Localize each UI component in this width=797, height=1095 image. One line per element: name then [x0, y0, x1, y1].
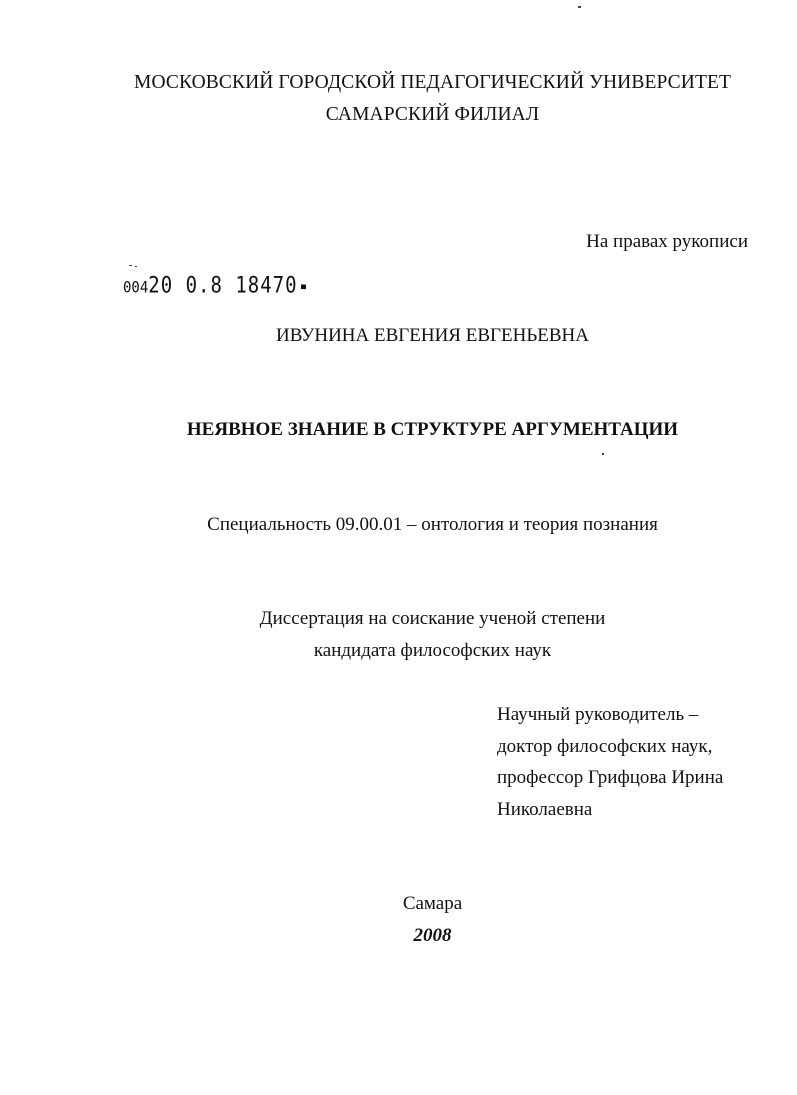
stamp-number: 20 0.8 18470	[148, 273, 298, 299]
stamp-prefix: 004	[123, 278, 149, 298]
scan-speck	[135, 266, 137, 267]
author-name: ИВУНИНА ЕВГЕНИЯ ЕВГЕНЬЕВНА	[276, 325, 589, 346]
manuscript-note: На правах рукописи	[586, 231, 748, 252]
supervisor-line-1: Научный руководитель –	[497, 704, 699, 725]
stamp-dash-mark	[301, 284, 306, 289]
scan-speck	[602, 453, 604, 455]
supervisor-line-2: доктор философских наук,	[497, 736, 713, 757]
supervisor-line-4: Николаевна	[497, 799, 593, 820]
archive-stamp-number	[123, 273, 306, 298]
scan-speck	[578, 6, 581, 8]
year: 2008	[413, 925, 452, 946]
supervisor-line-3: профессор Грифцова Ирина	[497, 767, 724, 788]
specialty-line: Специальность 09.00.01 – онтология и теория познания	[207, 514, 658, 535]
city: Самара	[402, 893, 463, 914]
branch-name: САМАРСКИЙ ФИЛИАЛ	[325, 104, 540, 125]
university-name: МОСКОВСКИЙ ГОРОДСКОЙ ПЕДАГОГИЧЕСКИЙ УНИВЕРСИТЕТ	[134, 72, 731, 93]
degree-line-2: кандидата философских наук	[313, 640, 552, 661]
scan-speck	[129, 265, 132, 266]
degree-line-1: Диссертация на соискание ученой степени	[259, 608, 606, 629]
dissertation-title: НЕЯВНОЕ ЗНАНИЕ В СТРУКТУРЕ АРГУМЕНТАЦИИ	[186, 419, 679, 440]
